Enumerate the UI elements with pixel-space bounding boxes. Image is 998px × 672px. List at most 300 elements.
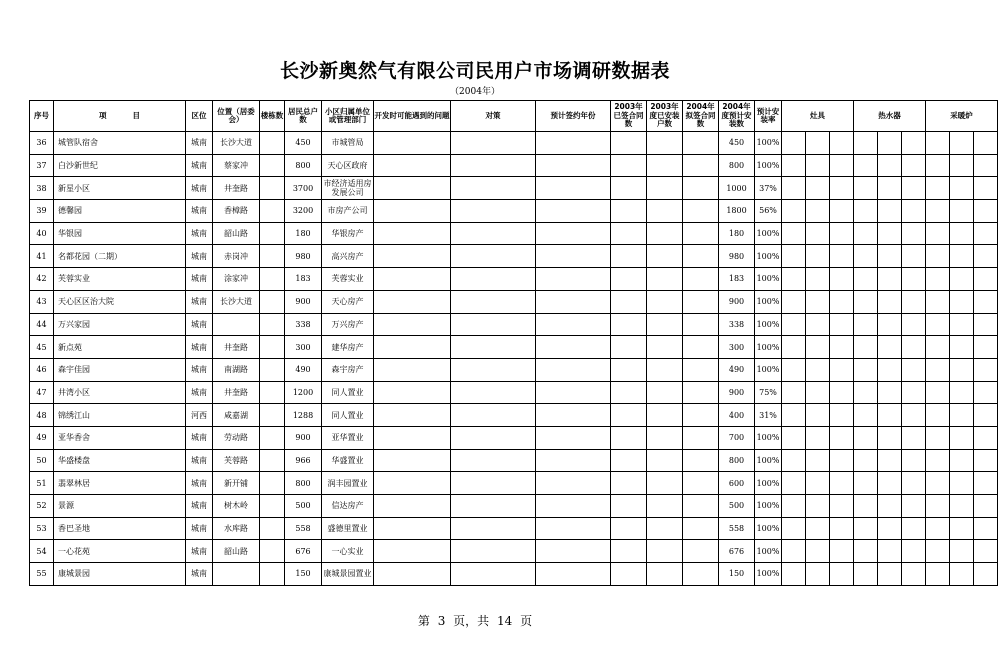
footer-suffix: 页 <box>520 614 533 628</box>
cell-equipment <box>806 426 830 449</box>
cell-strategy <box>451 358 536 381</box>
cell-equipment <box>902 472 926 495</box>
cell-equipment <box>878 540 902 563</box>
cell-install-2004: 400 <box>719 404 755 427</box>
cell-area: 城南 <box>186 495 213 518</box>
cell-problems <box>374 336 451 359</box>
cell-signed-2003 <box>611 313 647 336</box>
cell-equipment <box>902 313 926 336</box>
cell-signed-2003 <box>611 563 647 586</box>
cell-sign-plan <box>536 381 611 404</box>
cell-location: 蔡家冲 <box>213 154 260 177</box>
table-row <box>30 563 998 586</box>
cell-equipment <box>854 426 878 449</box>
cell-sign-plan <box>536 290 611 313</box>
cell-installed-2003 <box>647 472 683 495</box>
cell-location: 芙蓉路 <box>213 449 260 472</box>
cell-equipment <box>902 404 926 427</box>
cell-equipment <box>830 132 854 155</box>
cell-location <box>213 313 260 336</box>
cell-equipment <box>926 336 950 359</box>
cell-equipment <box>806 245 830 268</box>
cell-equipment <box>878 426 902 449</box>
cell-sign-plan <box>536 358 611 381</box>
cell-equipment <box>830 200 854 223</box>
cell-sign-2004 <box>683 540 719 563</box>
cell-rate: 75% <box>755 381 782 404</box>
cell-sign-plan <box>536 495 611 518</box>
cell-equipment <box>878 449 902 472</box>
cell-sign-2004 <box>683 290 719 313</box>
cell-households: 966 <box>285 449 322 472</box>
cell-strategy <box>451 336 536 359</box>
cell-equipment <box>782 177 806 200</box>
cell-sign-2004 <box>683 517 719 540</box>
cell-installed-2003 <box>647 540 683 563</box>
cell-project: 白沙新世纪 <box>54 154 186 177</box>
cell-equipment <box>806 381 830 404</box>
cell-equipment <box>806 495 830 518</box>
cell-install-2004: 900 <box>719 381 755 404</box>
cell-sign-plan <box>536 268 611 291</box>
cell-equipment <box>974 404 998 427</box>
cell-equipment <box>926 517 950 540</box>
cell-equipment <box>902 200 926 223</box>
cell-signed-2003 <box>611 404 647 427</box>
cell-signed-2003 <box>611 472 647 495</box>
cell-equipment <box>806 222 830 245</box>
cell-sign-2004 <box>683 222 719 245</box>
cell-sign-plan <box>536 404 611 427</box>
cell-equipment <box>974 563 998 586</box>
header-buildings: 楼栋数 <box>260 101 285 132</box>
cell-rate: 31% <box>755 404 782 427</box>
cell-equipment <box>950 336 974 359</box>
cell-equipment <box>926 563 950 586</box>
cell-install-2004: 900 <box>719 290 755 313</box>
cell-sign-2004 <box>683 154 719 177</box>
cell-equipment <box>950 381 974 404</box>
cell-equipment <box>878 358 902 381</box>
cell-equipment <box>950 222 974 245</box>
cell-signed-2003 <box>611 154 647 177</box>
cell-equipment <box>830 313 854 336</box>
cell-equipment <box>854 313 878 336</box>
cell-equipment <box>854 336 878 359</box>
cell-equipment <box>806 540 830 563</box>
cell-strategy <box>451 426 536 449</box>
cell-owner: 华盛置业 <box>322 449 374 472</box>
table-row <box>30 154 998 177</box>
cell-area: 城南 <box>186 517 213 540</box>
header-location: 位置（居委会） <box>213 101 260 132</box>
cell-equipment <box>806 290 830 313</box>
cell-project: 万兴家园 <box>54 313 186 336</box>
cell-rate: 100% <box>755 563 782 586</box>
cell-sign-plan <box>536 313 611 336</box>
cell-equipment <box>854 290 878 313</box>
cell-rate: 100% <box>755 313 782 336</box>
cell-problems <box>374 200 451 223</box>
cell-signed-2003 <box>611 268 647 291</box>
cell-equipment <box>950 517 974 540</box>
cell-install-2004: 1800 <box>719 200 755 223</box>
cell-problems <box>374 222 451 245</box>
cell-buildings <box>260 563 285 586</box>
cell-equipment <box>806 336 830 359</box>
header-sign-2004: 2004年拟签合同数 <box>683 101 719 132</box>
cell-equipment <box>950 177 974 200</box>
table-row <box>30 290 998 313</box>
cell-buildings <box>260 472 285 495</box>
cell-owner: 同人置业 <box>322 381 374 404</box>
cell-installed-2003 <box>647 495 683 518</box>
cell-households: 676 <box>285 540 322 563</box>
cell-equipment <box>830 336 854 359</box>
cell-installed-2003 <box>647 245 683 268</box>
cell-rate: 100% <box>755 540 782 563</box>
table-row <box>30 381 998 404</box>
cell-install-2004: 800 <box>719 449 755 472</box>
cell-problems <box>374 268 451 291</box>
cell-install-2004: 600 <box>719 472 755 495</box>
cell-equipment <box>950 358 974 381</box>
cell-equipment <box>806 517 830 540</box>
table-row <box>30 495 998 518</box>
cell-project: 名都花园（二期） <box>54 245 186 268</box>
footer-mid: 页，共 <box>453 614 490 628</box>
cell-install-2004: 150 <box>719 563 755 586</box>
cell-owner: 信达房产 <box>322 495 374 518</box>
cell-equipment <box>830 268 854 291</box>
cell-project: 亚华香舍 <box>54 426 186 449</box>
cell-buildings <box>260 222 285 245</box>
cell-equipment <box>782 404 806 427</box>
cell-area: 城南 <box>186 245 213 268</box>
cell-equipment <box>830 563 854 586</box>
cell-equipment <box>974 154 998 177</box>
cell-equipment <box>854 132 878 155</box>
cell-sign-2004 <box>683 268 719 291</box>
cell-households: 3200 <box>285 200 322 223</box>
cell-equipment <box>974 177 998 200</box>
cell-equipment <box>782 222 806 245</box>
cell-equipment <box>974 540 998 563</box>
cell-signed-2003 <box>611 517 647 540</box>
cell-project: 香巴圣地 <box>54 517 186 540</box>
cell-seq: 37 <box>30 154 54 177</box>
table-row <box>30 472 998 495</box>
cell-equipment <box>902 245 926 268</box>
cell-equipment <box>854 517 878 540</box>
header-owner: 小区归属单位或管理部门 <box>322 101 374 132</box>
cell-seq: 52 <box>30 495 54 518</box>
cell-equipment <box>782 336 806 359</box>
cell-equipment <box>902 132 926 155</box>
header-install-2004: 2004年度预计安装数 <box>719 101 755 132</box>
cell-equipment <box>854 268 878 291</box>
cell-equipment <box>974 472 998 495</box>
cell-sign-plan <box>536 563 611 586</box>
cell-sign-plan <box>536 200 611 223</box>
cell-buildings <box>260 517 285 540</box>
cell-sign-plan <box>536 132 611 155</box>
cell-equipment <box>830 517 854 540</box>
cell-sign-plan <box>536 540 611 563</box>
cell-households: 450 <box>285 132 322 155</box>
cell-equipment <box>974 358 998 381</box>
cell-owner: 芙蓉实业 <box>322 268 374 291</box>
cell-strategy <box>451 313 536 336</box>
cell-equipment <box>902 426 926 449</box>
cell-equipment <box>854 449 878 472</box>
cell-equipment <box>782 517 806 540</box>
cell-equipment <box>950 426 974 449</box>
cell-equipment <box>782 426 806 449</box>
cell-equipment <box>782 495 806 518</box>
cell-signed-2003 <box>611 177 647 200</box>
cell-signed-2003 <box>611 222 647 245</box>
cell-area: 城南 <box>186 358 213 381</box>
cell-equipment <box>854 154 878 177</box>
cell-area: 河西 <box>186 404 213 427</box>
cell-equipment <box>902 495 926 518</box>
cell-equipment <box>806 449 830 472</box>
cell-install-2004: 800 <box>719 154 755 177</box>
cell-equipment <box>878 222 902 245</box>
cell-strategy <box>451 563 536 586</box>
cell-signed-2003 <box>611 132 647 155</box>
cell-equipment <box>950 563 974 586</box>
page-title: 长沙新奥然气有限公司民用户市场调研数据表 <box>279 60 670 82</box>
cell-equipment <box>974 426 998 449</box>
cell-owner: 一心实业 <box>322 540 374 563</box>
cell-equipment <box>902 381 926 404</box>
cell-equipment <box>902 177 926 200</box>
cell-equipment <box>902 290 926 313</box>
cell-buildings <box>260 177 285 200</box>
cell-seq: 48 <box>30 404 54 427</box>
cell-installed-2003 <box>647 222 683 245</box>
cell-equipment <box>926 381 950 404</box>
cell-installed-2003 <box>647 313 683 336</box>
cell-equipment <box>950 154 974 177</box>
cell-equipment <box>974 517 998 540</box>
header-area: 区位 <box>186 101 213 132</box>
cell-equipment <box>830 290 854 313</box>
cell-equipment <box>974 449 998 472</box>
cell-equipment <box>902 449 926 472</box>
cell-seq: 47 <box>30 381 54 404</box>
cell-install-2004: 980 <box>719 245 755 268</box>
cell-problems <box>374 245 451 268</box>
cell-rate: 100% <box>755 154 782 177</box>
table-row <box>30 426 998 449</box>
cell-equipment <box>830 222 854 245</box>
cell-buildings <box>260 426 285 449</box>
cell-project: 华盛楼盘 <box>54 449 186 472</box>
cell-project: 翡翠林居 <box>54 472 186 495</box>
cell-project: 锦绣江山 <box>54 404 186 427</box>
cell-equipment <box>830 404 854 427</box>
cell-equipment <box>782 154 806 177</box>
cell-install-2004: 490 <box>719 358 755 381</box>
cell-equipment <box>926 245 950 268</box>
cell-equipment <box>782 200 806 223</box>
cell-location: 长沙大道 <box>213 132 260 155</box>
cell-signed-2003 <box>611 540 647 563</box>
cell-strategy <box>451 245 536 268</box>
cell-equipment <box>830 177 854 200</box>
survey-table <box>29 100 998 586</box>
cell-seq: 53 <box>30 517 54 540</box>
cell-signed-2003 <box>611 200 647 223</box>
cell-equipment <box>806 472 830 495</box>
cell-sign-plan <box>536 154 611 177</box>
cell-sign-2004 <box>683 336 719 359</box>
cell-rate: 100% <box>755 245 782 268</box>
table-row <box>30 449 998 472</box>
cell-area: 城南 <box>186 222 213 245</box>
cell-households: 500 <box>285 495 322 518</box>
cell-strategy <box>451 404 536 427</box>
header-stove: 灶具 <box>782 101 854 132</box>
cell-problems <box>374 132 451 155</box>
cell-installed-2003 <box>647 290 683 313</box>
cell-equipment <box>878 404 902 427</box>
cell-project: 森宇佳园 <box>54 358 186 381</box>
cell-equipment <box>830 381 854 404</box>
cell-households: 558 <box>285 517 322 540</box>
cell-equipment <box>878 132 902 155</box>
cell-location: 韶山路 <box>213 540 260 563</box>
cell-equipment <box>926 472 950 495</box>
cell-strategy <box>451 154 536 177</box>
cell-equipment <box>830 495 854 518</box>
cell-equipment <box>974 313 998 336</box>
cell-problems <box>374 404 451 427</box>
cell-strategy <box>451 200 536 223</box>
cell-signed-2003 <box>611 426 647 449</box>
cell-owner: 润丰园置业 <box>322 472 374 495</box>
cell-equipment <box>854 472 878 495</box>
cell-location: 韶山路 <box>213 222 260 245</box>
cell-installed-2003 <box>647 200 683 223</box>
cell-buildings <box>260 200 285 223</box>
table-row <box>30 268 998 291</box>
cell-install-2004: 700 <box>719 426 755 449</box>
cell-signed-2003 <box>611 495 647 518</box>
cell-households: 3700 <box>285 177 322 200</box>
cell-area: 城南 <box>186 154 213 177</box>
cell-location: 涂家冲 <box>213 268 260 291</box>
header-rate: 预计安装率 <box>755 101 782 132</box>
cell-seq: 44 <box>30 313 54 336</box>
cell-rate: 56% <box>755 200 782 223</box>
cell-buildings <box>260 290 285 313</box>
cell-households: 300 <box>285 336 322 359</box>
cell-sign-2004 <box>683 177 719 200</box>
cell-problems <box>374 563 451 586</box>
cell-area: 城南 <box>186 268 213 291</box>
cell-equipment <box>806 200 830 223</box>
cell-buildings <box>260 358 285 381</box>
cell-equipment <box>950 495 974 518</box>
cell-owner: 天心房产 <box>322 290 374 313</box>
cell-households: 900 <box>285 426 322 449</box>
cell-project: 新点苑 <box>54 336 186 359</box>
cell-equipment <box>830 426 854 449</box>
cell-problems <box>374 472 451 495</box>
cell-project: 华银园 <box>54 222 186 245</box>
cell-sign-2004 <box>683 132 719 155</box>
cell-location: 赤岗冲 <box>213 245 260 268</box>
cell-location: 井奎路 <box>213 381 260 404</box>
cell-equipment <box>926 313 950 336</box>
cell-seq: 40 <box>30 222 54 245</box>
cell-equipment <box>974 290 998 313</box>
cell-equipment <box>782 268 806 291</box>
table-row <box>30 336 998 359</box>
cell-equipment <box>974 381 998 404</box>
cell-area: 城南 <box>186 426 213 449</box>
cell-equipment <box>902 540 926 563</box>
cell-equipment <box>782 245 806 268</box>
footer-prefix: 第 <box>417 614 430 628</box>
cell-sign-plan <box>536 336 611 359</box>
cell-owner: 康城景园置业 <box>322 563 374 586</box>
cell-equipment <box>854 358 878 381</box>
cell-households: 490 <box>285 358 322 381</box>
cell-equipment <box>854 177 878 200</box>
cell-buildings <box>260 132 285 155</box>
cell-equipment <box>878 313 902 336</box>
header-households: 居民总户数 <box>285 101 322 132</box>
cell-equipment <box>782 449 806 472</box>
cell-equipment <box>782 132 806 155</box>
cell-equipment <box>782 313 806 336</box>
cell-project: 井湾小区 <box>54 381 186 404</box>
cell-installed-2003 <box>647 154 683 177</box>
table-body <box>30 132 998 586</box>
cell-equipment <box>926 495 950 518</box>
cell-sign-plan <box>536 449 611 472</box>
cell-owner: 天心区政府 <box>322 154 374 177</box>
cell-install-2004: 180 <box>719 222 755 245</box>
cell-location <box>213 563 260 586</box>
cell-signed-2003 <box>611 245 647 268</box>
cell-equipment <box>782 381 806 404</box>
table-row <box>30 540 998 563</box>
cell-equipment <box>974 132 998 155</box>
cell-equipment <box>854 200 878 223</box>
cell-area: 城南 <box>186 313 213 336</box>
cell-equipment <box>926 290 950 313</box>
cell-seq: 45 <box>30 336 54 359</box>
cell-rate: 100% <box>755 358 782 381</box>
cell-equipment <box>878 268 902 291</box>
cell-seq: 54 <box>30 540 54 563</box>
cell-owner: 森宇房产 <box>322 358 374 381</box>
cell-equipment <box>926 449 950 472</box>
cell-equipment <box>926 132 950 155</box>
header-project: 项 目 <box>54 101 186 132</box>
cell-buildings <box>260 154 285 177</box>
cell-project: 芙蓉实业 <box>54 268 186 291</box>
cell-location: 劳动路 <box>213 426 260 449</box>
footer-total-pages: 14 <box>497 614 513 628</box>
cell-seq: 43 <box>30 290 54 313</box>
